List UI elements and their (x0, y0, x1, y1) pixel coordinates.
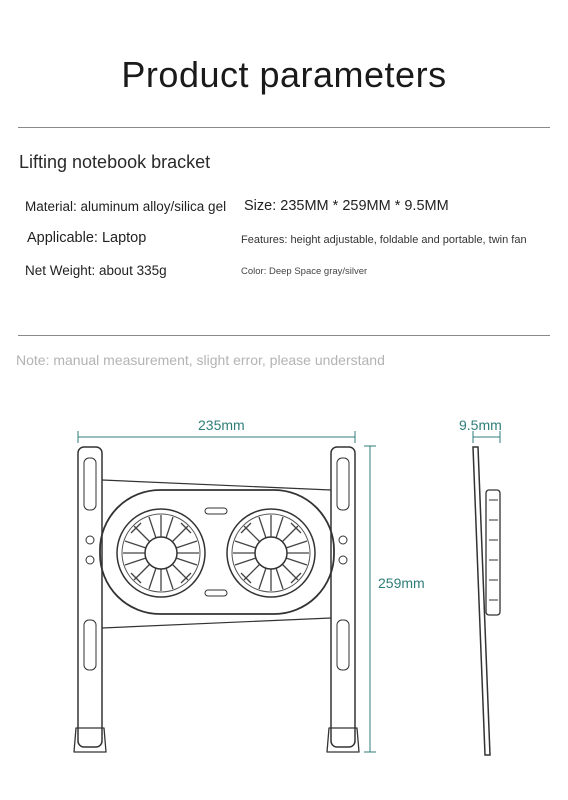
height-dimension-label: 259mm (378, 575, 425, 591)
thickness-dimension-label: 9.5mm (459, 417, 502, 433)
spec-features: Features: height adjustable, foldable and portable, twin fan (241, 234, 527, 246)
spec-size: Size: 235MM * 259MM * 9.5MM (244, 198, 449, 214)
width-dimension-label: 235mm (198, 417, 245, 433)
page-title: Product parameters (121, 54, 447, 95)
left-leg (78, 447, 102, 747)
spec-material: Material: aluminum alloy/silica gel (25, 199, 227, 214)
width-dimension-line (78, 431, 355, 443)
right-leg (331, 447, 355, 747)
product-name: Lifting notebook bracket (19, 152, 211, 172)
fan-plate (100, 490, 334, 614)
thickness-dimension-line (473, 431, 500, 443)
spec-net-weight: Net Weight: about 335g (25, 263, 167, 278)
spec-color: Color: Deep Space gray/silver (241, 266, 368, 277)
side-view (473, 447, 500, 755)
measurement-note: Note: manual measurement, slight error, please understand (16, 352, 385, 368)
spec-applicable: Applicable: Laptop (27, 230, 147, 246)
height-dimension-line (364, 446, 376, 752)
left-fan (117, 509, 205, 597)
right-fan (227, 509, 315, 597)
front-view (74, 447, 359, 752)
